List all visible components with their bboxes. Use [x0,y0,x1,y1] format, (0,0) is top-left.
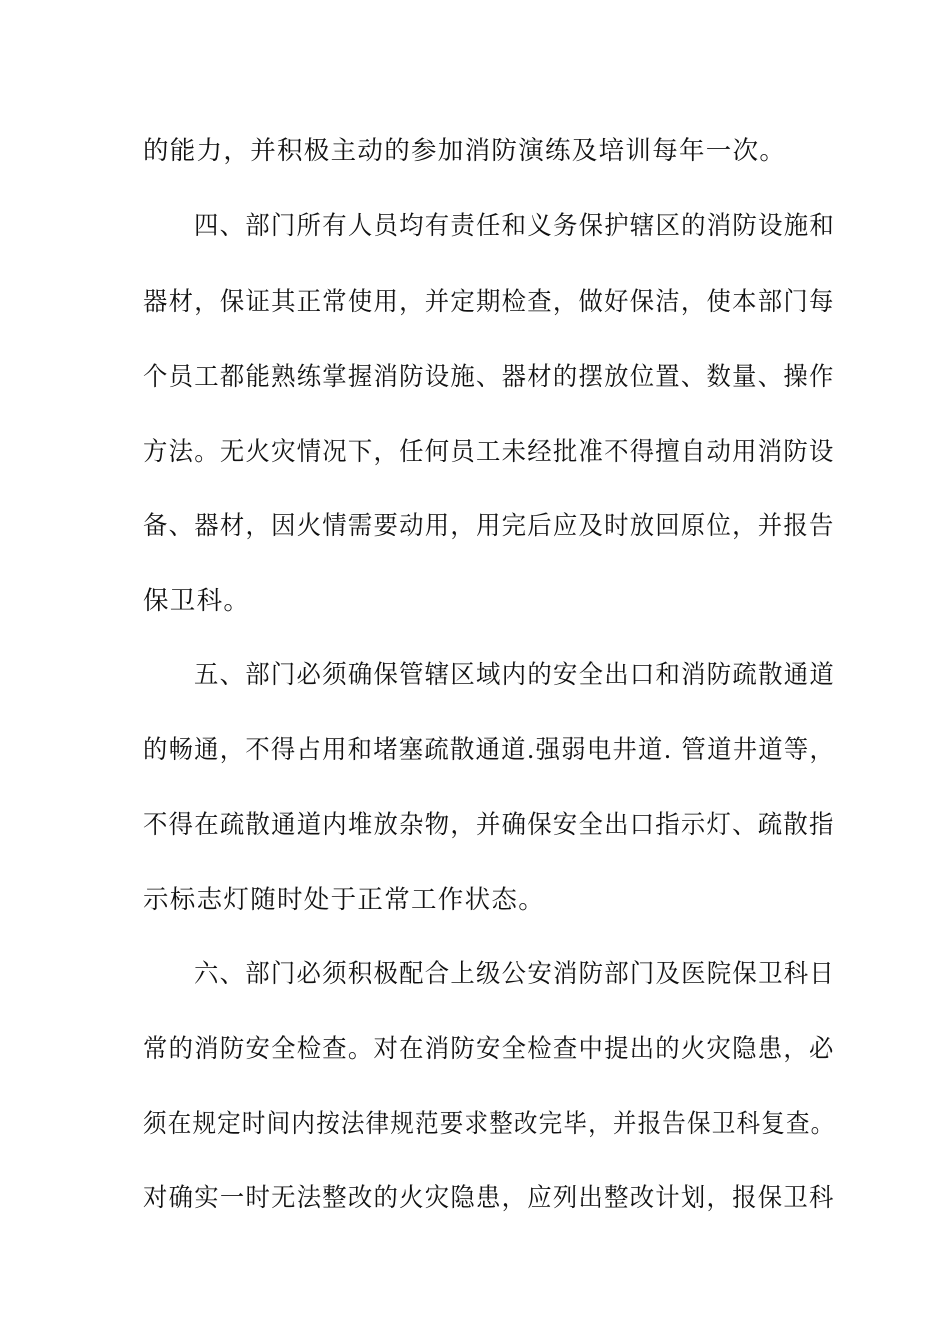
paragraph-4-line-3: 个员工都能熟练掌握消防设施、器材的摆放位置、数量、操作 [143,362,835,392]
paragraph-4-line-1: 四、部门所有人员均有责任和义务保护辖区的消防设施和 [194,211,836,241]
paragraph-5-line-1: 五、部门必须确保管辖区域内的安全出口和消防疏散通道 [194,660,836,690]
paragraph-6-line-2: 常的消防安全检查。对在消防安全检查中提出的火灾隐患，必 [143,1034,835,1064]
paragraph-4-line-4: 方法。无火灾情况下，任何员工未经批准不得擅自动用消防设 [143,437,835,467]
paragraph-5-line-4: 示标志灯随时处于正常工作状态。 [143,885,546,915]
paragraph-4-line-2: 器材，保证其正常使用，并定期检查，做好保洁，使本部门每 [143,287,835,317]
paragraph-5-line-2: 的畅通，不得占用和堵塞疏散通道.强弱电井道. 管道井道等， [143,735,836,765]
paragraph-4-line-5: 备、器材，因火情需要动用，用完后应及时放回原位，并报告 [143,511,835,541]
paragraph-5-line-3: 不得在疏散通道内堆放杂物，并确保安全出口指示灯、疏散指 [143,810,835,840]
paragraph-6-line-1: 六、部门必须积极配合上级公安消防部门及医院保卫科日 [194,959,836,989]
paragraph-4-line-6: 保卫科。 [143,586,251,616]
paragraph-3-line-continuation: 的能力，并积极主动的参加消防演练及培训每年一次。 [143,136,787,166]
paragraph-6-line-3: 须在规定时间内按法律规范要求整改完毕，并报告保卫科复查。 [143,1109,836,1139]
paragraph-6-line-4: 对确实一时无法整改的火灾隐患，应列出整改计划，报保卫科 [143,1183,835,1213]
